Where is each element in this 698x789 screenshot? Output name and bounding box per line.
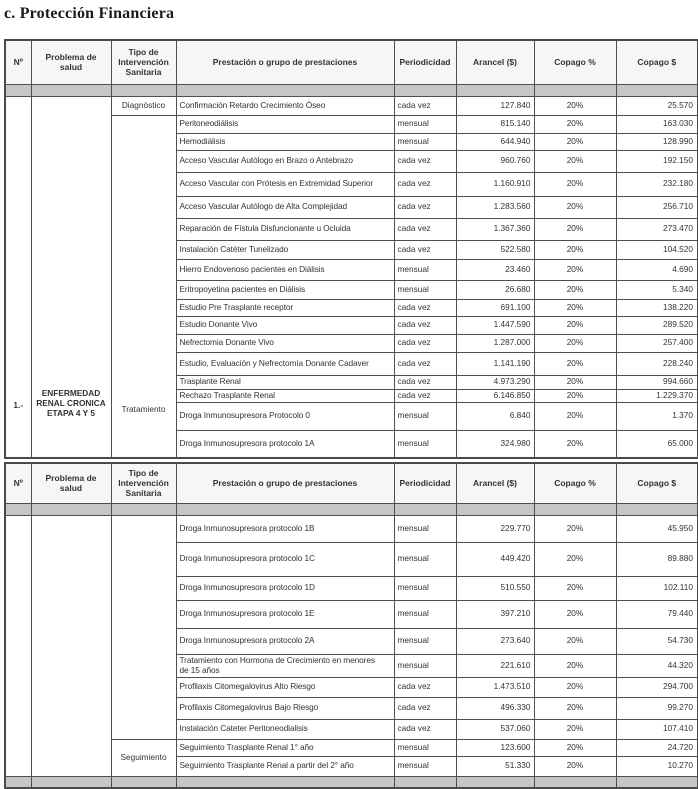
column-header-numero: Nº bbox=[5, 463, 31, 503]
arancel-cell: 127.840 bbox=[456, 96, 534, 115]
copago-amount-cell: 99.270 bbox=[616, 697, 698, 719]
copago-percent-cell: 20% bbox=[534, 259, 616, 280]
periodicidad-cell: cada vez bbox=[394, 719, 456, 739]
periodicidad-cell: mensual bbox=[394, 628, 456, 654]
separator-cell bbox=[111, 84, 176, 96]
copago-amount-cell: 104.520 bbox=[616, 240, 698, 259]
prestacion-cell: Droga Inmunosupresora protocolo 1A bbox=[176, 430, 394, 458]
copago-amount-cell: 232.180 bbox=[616, 172, 698, 196]
periodicidad-cell: cada vez bbox=[394, 697, 456, 719]
column-header-arancel: Arancel ($) bbox=[456, 40, 534, 84]
copago-amount-cell: 24.720 bbox=[616, 739, 698, 756]
intervention-type-cell bbox=[111, 515, 176, 739]
case-number-cell bbox=[5, 515, 31, 776]
copago-percent-cell: 20% bbox=[534, 600, 616, 628]
copago-amount-cell: 65.000 bbox=[616, 430, 698, 458]
copago-amount-cell: 1.229.370 bbox=[616, 389, 698, 402]
copago-percent-cell: 20% bbox=[534, 389, 616, 402]
copago-percent-cell: 20% bbox=[534, 654, 616, 677]
copago-amount-cell: 289.520 bbox=[616, 316, 698, 334]
column-header-tipo-intervencion: Tipo de Intervención Sanitaria bbox=[111, 463, 176, 503]
periodicidad-cell: cada vez bbox=[394, 352, 456, 375]
prestacion-cell: Acceso Vascular con Prótesis en Extremidad Superior bbox=[176, 172, 394, 196]
table-header bbox=[5, 40, 698, 84]
copago-percent-cell: 20% bbox=[534, 299, 616, 316]
copago-percent-cell: 20% bbox=[534, 96, 616, 115]
periodicidad-cell: mensual bbox=[394, 259, 456, 280]
prestacion-cell: Rechazo Trasplante Renal bbox=[176, 389, 394, 402]
copago-percent-cell: 20% bbox=[534, 515, 616, 542]
periodicidad-cell: cada vez bbox=[394, 677, 456, 697]
prestacion-cell: Seguimiento Trasplante Renal a partir del 2° año bbox=[176, 756, 394, 776]
prestacion-cell: Droga Inmunosupresora protocolo 1B bbox=[176, 515, 394, 542]
arancel-cell: 510.550 bbox=[456, 576, 534, 600]
copago-percent-cell: 20% bbox=[534, 719, 616, 739]
copago-amount-cell: 138.220 bbox=[616, 299, 698, 316]
prestacion-cell: Droga Inmunosupresora protocolo 1E bbox=[176, 600, 394, 628]
separator-cell bbox=[111, 776, 176, 788]
separator-cell bbox=[456, 503, 534, 515]
periodicidad-cell: mensual bbox=[394, 600, 456, 628]
separator-row bbox=[5, 776, 698, 788]
copago-percent-cell: 20% bbox=[534, 150, 616, 172]
copago-percent-cell: 20% bbox=[534, 240, 616, 259]
copago-amount-cell: 256.710 bbox=[616, 196, 698, 218]
arancel-cell: 273.640 bbox=[456, 628, 534, 654]
page-title: c. Protección Financiera bbox=[4, 5, 175, 22]
table-header bbox=[5, 463, 698, 503]
prestacion-cell: Acceso Vascular Autólogo en Brazo o Antebrazo bbox=[176, 150, 394, 172]
column-header-copago-pct: Copago % bbox=[534, 40, 616, 84]
separator-cell bbox=[111, 503, 176, 515]
arancel-cell: 1.447.590 bbox=[456, 316, 534, 334]
copago-amount-cell: 192.150 bbox=[616, 150, 698, 172]
arancel-cell: 522.580 bbox=[456, 240, 534, 259]
periodicidad-cell: mensual bbox=[394, 430, 456, 458]
prestacion-cell: Droga Inmunosupresora protocolo 1C bbox=[176, 542, 394, 576]
separator-cell bbox=[534, 776, 616, 788]
column-header-prestacion: Prestación o grupo de prestaciones bbox=[176, 463, 394, 503]
health-problem-cell: ENFERMEDAD RENAL CRONICA ETAPA 4 Y 5 bbox=[31, 96, 111, 458]
arancel-cell: 960.760 bbox=[456, 150, 534, 172]
copago-amount-cell: 102.110 bbox=[616, 576, 698, 600]
separator-cell bbox=[616, 503, 698, 515]
copago-percent-cell: 20% bbox=[534, 430, 616, 458]
periodicidad-cell: mensual bbox=[394, 402, 456, 430]
periodicidad-cell: cada vez bbox=[394, 375, 456, 389]
column-header-problema-de-salud: Problema de salud bbox=[31, 463, 111, 503]
periodicidad-cell: cada vez bbox=[394, 150, 456, 172]
copago-amount-cell: 273.470 bbox=[616, 218, 698, 240]
prestacion-cell: Estudio Donante Vivo bbox=[176, 316, 394, 334]
arancel-cell: 1.283.560 bbox=[456, 196, 534, 218]
copago-amount-cell: 257.400 bbox=[616, 334, 698, 352]
arancel-cell: 397.210 bbox=[456, 600, 534, 628]
copago-amount-cell: 128.990 bbox=[616, 133, 698, 150]
periodicidad-cell: cada vez bbox=[394, 196, 456, 218]
periodicidad-cell: cada vez bbox=[394, 299, 456, 316]
prestacion-cell: Droga Inmunosupresora protocolo 2A bbox=[176, 628, 394, 654]
column-header-copago-amt: Copago $ bbox=[616, 463, 698, 503]
arancel-cell: 51.330 bbox=[456, 756, 534, 776]
separator-cell bbox=[176, 84, 394, 96]
copago-amount-cell: 228.240 bbox=[616, 352, 698, 375]
prestacion-cell: Estudio Pre Trasplante receptor bbox=[176, 299, 394, 316]
intervention-type-cell: Tratamiento bbox=[111, 115, 176, 458]
separator-cell bbox=[456, 776, 534, 788]
prestacion-cell: Confirmación Retardo Crecimiento Óseo bbox=[176, 96, 394, 115]
prestacion-cell: Eritropoyetina pacientes en Diálisis bbox=[176, 280, 394, 299]
periodicidad-cell: cada vez bbox=[394, 389, 456, 402]
copago-amount-cell: 994.660 bbox=[616, 375, 698, 389]
periodicidad-cell: mensual bbox=[394, 739, 456, 756]
separator-cell bbox=[31, 503, 111, 515]
prestacion-cell: Profilaxis Citomegalovirus Alto Riesgo bbox=[176, 677, 394, 697]
separator-cell bbox=[394, 503, 456, 515]
separator-cell bbox=[456, 84, 534, 96]
copago-amount-cell: 79.440 bbox=[616, 600, 698, 628]
periodicidad-cell: mensual bbox=[394, 756, 456, 776]
table-row bbox=[5, 96, 698, 115]
periodicidad-cell: cada vez bbox=[394, 316, 456, 334]
prestacion-cell: Trasplante Renal bbox=[176, 375, 394, 389]
prestacion-cell: Instalación Cateter Peritoneodialisis bbox=[176, 719, 394, 739]
copago-percent-cell: 20% bbox=[534, 677, 616, 697]
table-row bbox=[5, 515, 698, 542]
prestacion-cell: Reparación de Fístula Disfuncionante u Ocluida bbox=[176, 218, 394, 240]
copago-percent-cell: 20% bbox=[534, 115, 616, 133]
financial-protection-table-section-1 bbox=[4, 39, 698, 459]
arancel-cell: 537.060 bbox=[456, 719, 534, 739]
copago-amount-cell: 44.320 bbox=[616, 654, 698, 677]
copago-percent-cell: 20% bbox=[534, 576, 616, 600]
periodicidad-cell: cada vez bbox=[394, 96, 456, 115]
prestacion-cell: Nefrectomia Donante Vivo bbox=[176, 334, 394, 352]
prestacion-cell: Seguimiento Trasplante Renal 1° año bbox=[176, 739, 394, 756]
case-number-cell: 1.- bbox=[5, 96, 31, 458]
periodicidad-cell: mensual bbox=[394, 515, 456, 542]
arancel-cell: 6.840 bbox=[456, 402, 534, 430]
separator-cell bbox=[5, 503, 31, 515]
separator-cell bbox=[616, 776, 698, 788]
health-problem-cell bbox=[31, 515, 111, 776]
separator-cell bbox=[616, 84, 698, 96]
copago-percent-cell: 20% bbox=[534, 375, 616, 389]
prestacion-cell: Hierro Endovenoso pacientes en Diálisis bbox=[176, 259, 394, 280]
separator-cell bbox=[394, 776, 456, 788]
copago-amount-cell: 25.570 bbox=[616, 96, 698, 115]
copago-percent-cell: 20% bbox=[534, 133, 616, 150]
separator-cell bbox=[534, 84, 616, 96]
arancel-cell: 691.100 bbox=[456, 299, 534, 316]
separator-cell bbox=[5, 776, 31, 788]
prestacion-cell: Estudio, Evaluación y Nefrectomía Donante Cadaver bbox=[176, 352, 394, 375]
intervention-type-cell: Diagnóstico bbox=[111, 96, 176, 115]
arancel-cell: 123.600 bbox=[456, 739, 534, 756]
copago-amount-cell: 163.030 bbox=[616, 115, 698, 133]
arancel-cell: 26.680 bbox=[456, 280, 534, 299]
arancel-cell: 815.140 bbox=[456, 115, 534, 133]
periodicidad-cell: mensual bbox=[394, 542, 456, 576]
column-header-problema-de-salud: Problema de salud bbox=[31, 40, 111, 84]
copago-amount-cell: 107.410 bbox=[616, 719, 698, 739]
arancel-cell: 6.146.850 bbox=[456, 389, 534, 402]
separator-cell bbox=[5, 84, 31, 96]
arancel-cell: 1.367.360 bbox=[456, 218, 534, 240]
financial-protection-table-section-2 bbox=[4, 462, 698, 789]
column-header-tipo-intervencion: Tipo de Intervención Sanitaria bbox=[111, 40, 176, 84]
copago-percent-cell: 20% bbox=[534, 196, 616, 218]
copago-percent-cell: 20% bbox=[534, 172, 616, 196]
prestacion-cell: Hemodiálisis bbox=[176, 133, 394, 150]
arancel-cell: 1.141.190 bbox=[456, 352, 534, 375]
separator-cell bbox=[176, 776, 394, 788]
arancel-cell: 449.420 bbox=[456, 542, 534, 576]
copago-percent-cell: 20% bbox=[534, 280, 616, 299]
separator-cell bbox=[31, 776, 111, 788]
periodicidad-cell: cada vez bbox=[394, 218, 456, 240]
periodicidad-cell: mensual bbox=[394, 576, 456, 600]
copago-percent-cell: 20% bbox=[534, 334, 616, 352]
copago-amount-cell: 294.700 bbox=[616, 677, 698, 697]
periodicidad-cell: cada vez bbox=[394, 334, 456, 352]
copago-amount-cell: 54.730 bbox=[616, 628, 698, 654]
column-header-numero: Nº bbox=[5, 40, 31, 84]
intervention-type-cell: Seguimiento bbox=[111, 739, 176, 776]
copago-percent-cell: 20% bbox=[534, 352, 616, 375]
separator-cell bbox=[31, 84, 111, 96]
separator-row bbox=[5, 84, 698, 96]
copago-percent-cell: 20% bbox=[534, 316, 616, 334]
copago-percent-cell: 20% bbox=[534, 542, 616, 576]
separator-cell bbox=[176, 503, 394, 515]
prestacion-cell: Profilaxis Citomegalovirus Bajo Riesgo bbox=[176, 697, 394, 719]
copago-percent-cell: 20% bbox=[534, 697, 616, 719]
prestacion-cell: Droga Inmunosupresora protocolo 1D bbox=[176, 576, 394, 600]
periodicidad-cell: mensual bbox=[394, 115, 456, 133]
separator-cell bbox=[534, 503, 616, 515]
periodicidad-cell: mensual bbox=[394, 654, 456, 677]
copago-percent-cell: 20% bbox=[534, 628, 616, 654]
arancel-cell: 1.473.510 bbox=[456, 677, 534, 697]
copago-amount-cell: 89.880 bbox=[616, 542, 698, 576]
arancel-cell: 23.460 bbox=[456, 259, 534, 280]
copago-percent-cell: 20% bbox=[534, 402, 616, 430]
prestacion-cell: Instalación Catéter Tunelizado bbox=[176, 240, 394, 259]
arancel-cell: 644.940 bbox=[456, 133, 534, 150]
arancel-cell: 221.610 bbox=[456, 654, 534, 677]
column-header-copago-amt: Copago $ bbox=[616, 40, 698, 84]
column-header-periodicidad: Periodicidad bbox=[394, 40, 456, 84]
arancel-cell: 4.973.290 bbox=[456, 375, 534, 389]
periodicidad-cell: mensual bbox=[394, 133, 456, 150]
column-header-copago-pct: Copago % bbox=[534, 463, 616, 503]
arancel-cell: 1.160.910 bbox=[456, 172, 534, 196]
periodicidad-cell: cada vez bbox=[394, 240, 456, 259]
periodicidad-cell: mensual bbox=[394, 280, 456, 299]
copago-amount-cell: 1.370 bbox=[616, 402, 698, 430]
copago-amount-cell: 45.950 bbox=[616, 515, 698, 542]
prestacion-cell: Droga Inmunosupresora Protocolo 0 bbox=[176, 402, 394, 430]
copago-percent-cell: 20% bbox=[534, 218, 616, 240]
copago-percent-cell: 20% bbox=[534, 756, 616, 776]
column-header-arancel: Arancel ($) bbox=[456, 463, 534, 503]
arancel-cell: 229.770 bbox=[456, 515, 534, 542]
column-header-prestacion: Prestación o grupo de prestaciones bbox=[176, 40, 394, 84]
copago-amount-cell: 10.270 bbox=[616, 756, 698, 776]
copago-percent-cell: 20% bbox=[534, 739, 616, 756]
separator-cell bbox=[394, 84, 456, 96]
separator-row bbox=[5, 503, 698, 515]
arancel-cell: 496.330 bbox=[456, 697, 534, 719]
prestacion-cell: Peritoneodiálisis bbox=[176, 115, 394, 133]
column-header-periodicidad: Periodicidad bbox=[394, 463, 456, 503]
periodicidad-cell: cada vez bbox=[394, 172, 456, 196]
copago-amount-cell: 5.340 bbox=[616, 280, 698, 299]
arancel-cell: 1.287.000 bbox=[456, 334, 534, 352]
arancel-cell: 324.980 bbox=[456, 430, 534, 458]
prestacion-cell: Tratamiento con Hormona de Crecimiento en menores de 15 años bbox=[176, 654, 394, 677]
copago-amount-cell: 4.690 bbox=[616, 259, 698, 280]
prestacion-cell: Acceso Vascular Autólogo de Alta Complejidad bbox=[176, 196, 394, 218]
